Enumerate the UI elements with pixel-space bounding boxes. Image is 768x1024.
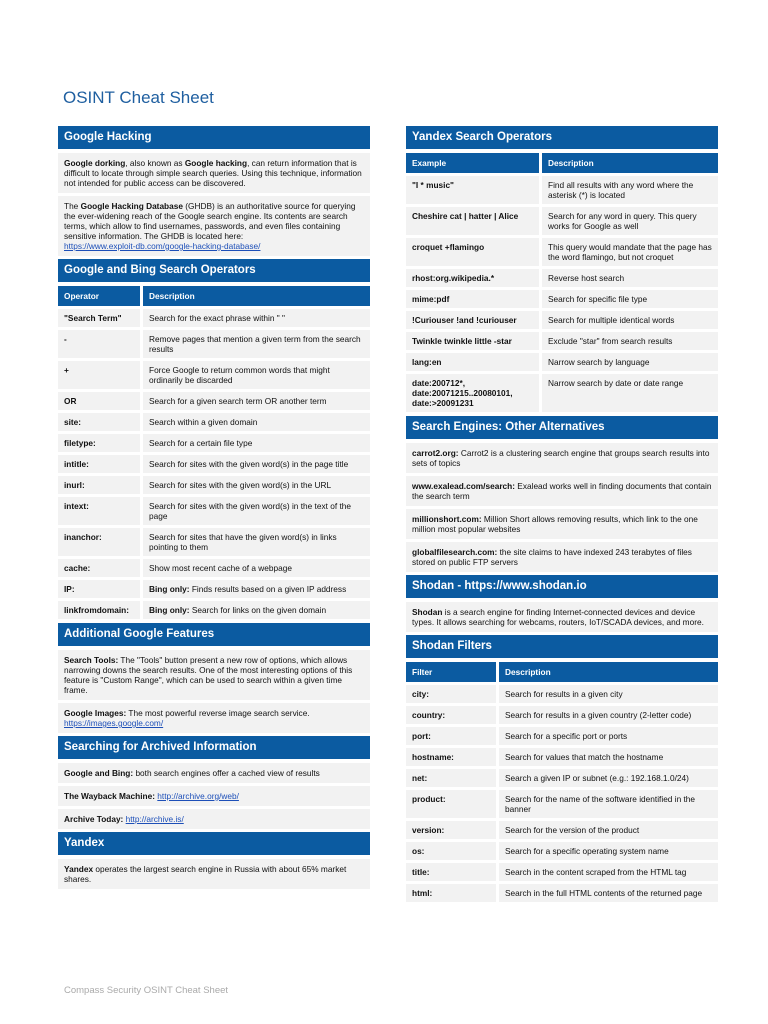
operator-cell: inanchor: (58, 528, 140, 556)
operator-row (58, 361, 370, 389)
operator-cell: city: (406, 685, 496, 703)
description-cell: Narrow search by language (539, 353, 718, 371)
operator-cell: title: (406, 863, 496, 881)
operator-cell: site: (58, 413, 140, 431)
archived-wayback-machine: The Wayback Machine: http://archive.org/web/ (58, 786, 370, 806)
shodan-description: Shodan is a search engine for finding Internet-connected devices and device types. It allows searching for webcams, routers, IoT/SCADA devices, and more. (406, 602, 718, 632)
alternative-item: carrot2.org: Carrot2 is a clustering search engine that groups search results into sets of topics (406, 443, 718, 473)
description-cell: Search for a given search term OR another term (140, 392, 370, 410)
operator-row (406, 176, 718, 204)
left-column (58, 126, 370, 892)
operator-cell: country: (406, 706, 496, 724)
operator-cell: lang:en (406, 353, 539, 371)
section-header-additional-features: Additional Google Features (58, 623, 370, 646)
shodan-filters-table (406, 659, 718, 905)
operator-row (406, 374, 718, 412)
alternative-item: globalfilesearch.com: the site claims to have indexed 243 terabytes of files stored on public FTP servers (406, 542, 718, 572)
operator-cell: product: (406, 790, 496, 818)
description-cell: Exclude "star" from search results (539, 332, 718, 350)
description-cell: Search for multiple identical words (539, 311, 718, 329)
column-header: Description (539, 153, 718, 173)
archived-google-bing: Google and Bing: both search engines offer a cached view of results (58, 763, 370, 783)
operator-row (406, 290, 718, 308)
operator-cell: filetype: (58, 434, 140, 452)
filter-row (406, 863, 718, 881)
operator-cell: rhost:org.wikipedia.* (406, 269, 539, 287)
google-images-description: Google Images: The most powerful reverse image search service. https://images.google.com/ (58, 703, 370, 733)
operator-cell: OR (58, 392, 140, 410)
filter-row (406, 821, 718, 839)
operator-row (58, 434, 370, 452)
description-cell: Search for results in a given country (2-letter code) (496, 706, 718, 724)
ghdb-description: The Google Hacking Database (GHDB) is an authoritative source for querying the ever-widening reach of the Google search engine. Its contents are search terms, which allow to find usernames, passwords, and even files containing sensitive information. The GHDB is located here: https://www.exploit-db.com/google-hacking-database/ (58, 196, 370, 256)
description-cell: Reverse host search (539, 269, 718, 287)
operator-row (406, 207, 718, 235)
operator-cell: - (58, 330, 140, 358)
section-header-alternatives: Search Engines: Other Alternatives (406, 416, 718, 439)
operator-cell: port: (406, 727, 496, 745)
filter-row (406, 727, 718, 745)
operator-cell: date:200712*, date:20071215..20080101, date:>20091231 (406, 374, 539, 412)
google-bing-operators-table (58, 283, 370, 622)
description-cell: Search for any word in query. This query works for Google as well (539, 207, 718, 235)
description-cell: Search in the full HTML contents of the returned page (496, 884, 718, 902)
operator-cell: IP: (58, 580, 140, 598)
description-cell: Search for a certain file type (140, 434, 370, 452)
description-cell: Search for a specific operating system name (496, 842, 718, 860)
operator-cell: intext: (58, 497, 140, 525)
operator-cell: mime:pdf (406, 290, 539, 308)
google-images-link[interactable]: https://images.google.com/ (64, 718, 164, 728)
section-header-google-hacking: Google Hacking (58, 126, 370, 149)
description-cell: Search a given IP or subnet (e.g.: 192.168.1.0/24) (496, 769, 718, 787)
description-cell: Bing only: Finds results based on a given IP address (140, 580, 370, 598)
operator-row (406, 238, 718, 266)
operator-cell: Cheshire cat | hatter | Alice (406, 207, 539, 235)
archived-archive-today: Archive Today: http://archive.is/ (58, 809, 370, 829)
archive-today-link[interactable]: http://archive.is/ (125, 814, 184, 824)
description-cell: Bing only: Search for links on the given domain (140, 601, 370, 619)
operator-cell: hostname: (406, 748, 496, 766)
section-header-shodan-filters: Shodan Filters (406, 635, 718, 658)
operator-row (406, 332, 718, 350)
filter-row (406, 748, 718, 766)
yandex-operators-table (406, 150, 718, 415)
column-header: Description (496, 662, 718, 682)
description-cell: Search for sites with the given word(s) in the text of the page (140, 497, 370, 525)
description-cell: Remove pages that mention a given term from the search results (140, 330, 370, 358)
operator-row (58, 455, 370, 473)
description-cell: This query would mandate that the page has the word flamingo, but not croquet (539, 238, 718, 266)
operator-row (58, 559, 370, 577)
section-header-yandex: Yandex (58, 832, 370, 855)
operator-cell: cache: (58, 559, 140, 577)
description-cell: Narrow search by date or date range (539, 374, 718, 412)
filter-row (406, 884, 718, 902)
operator-row (58, 528, 370, 556)
description-cell: Search for the version of the product (496, 821, 718, 839)
filter-row (406, 842, 718, 860)
operator-row (58, 497, 370, 525)
search-tools-description: Search Tools: The "Tools" button present a new row of options, which allows narrowing downs the search results. One of the most interesting options of this feature is "Custom Range", which can be used to search within a given time frame. (58, 650, 370, 700)
operator-cell: + (58, 361, 140, 389)
operator-cell: "Search Term" (58, 309, 140, 327)
operator-row (58, 580, 370, 598)
description-cell: Search for sites with the given word(s) in the URL (140, 476, 370, 494)
right-column (406, 126, 718, 906)
alternative-item: www.exalead.com/search: Exalead works well in finding documents that contain the search term (406, 476, 718, 506)
filter-row (406, 769, 718, 787)
operator-cell: !Curiouser !and !curiouser (406, 311, 539, 329)
operator-cell: "I * music" (406, 176, 539, 204)
operator-cell: os: (406, 842, 496, 860)
google-hacking-intro: Google dorking, also known as Google hacking, can return information that is difficult to locate through simple search queries. Using this technique, information not intended for public access can be discovered. (58, 153, 370, 193)
filter-row (406, 685, 718, 703)
description-cell: Search for a specific port or ports (496, 727, 718, 745)
operator-cell: net: (406, 769, 496, 787)
description-cell: Show most recent cache of a webpage (140, 559, 370, 577)
description-cell: Search for values that match the hostname (496, 748, 718, 766)
operator-row (58, 476, 370, 494)
column-header: Filter (406, 662, 496, 682)
operator-row (58, 330, 370, 358)
ghdb-link[interactable]: https://www.exploit-db.com/google-hacking-database/ (64, 241, 261, 251)
section-header-shodan: Shodan - https://www.shodan.io (406, 575, 718, 598)
operator-row (58, 392, 370, 410)
operator-row (406, 353, 718, 371)
yandex-description: Yandex operates the largest search engine in Russia with about 65% market shares. (58, 859, 370, 889)
description-cell: Search for sites that have the given word(s) in links pointing to them (140, 528, 370, 556)
operator-row (406, 269, 718, 287)
operator-cell: intitle: (58, 455, 140, 473)
operator-cell: croquet +flamingo (406, 238, 539, 266)
description-cell: Force Google to return common words that might ordinarily be discarded (140, 361, 370, 389)
operator-cell: inurl: (58, 476, 140, 494)
column-header: Example (406, 153, 539, 173)
operator-cell: linkfromdomain: (58, 601, 140, 619)
filter-row (406, 790, 718, 818)
description-cell: Search in the content scraped from the HTML tag (496, 863, 718, 881)
operator-cell: Twinkle twinkle little -star (406, 332, 539, 350)
alternative-item: millionshort.com: Million Short allows removing results, which link to the one million most popular websites (406, 509, 718, 539)
operator-row (406, 311, 718, 329)
operator-row (58, 601, 370, 619)
operator-row (58, 413, 370, 431)
filter-row (406, 706, 718, 724)
operator-cell: version: (406, 821, 496, 839)
section-header-google-bing-operators: Google and Bing Search Operators (58, 259, 370, 282)
description-cell: Search for results in a given city (496, 685, 718, 703)
operator-row (58, 309, 370, 327)
description-cell: Find all results with any word where the asterisk (*) is located (539, 176, 718, 204)
description-cell: Search for the name of the software identified in the banner (496, 790, 718, 818)
column-header: Description (140, 286, 370, 306)
description-cell: Search for specific file type (539, 290, 718, 308)
page-title: OSINT Cheat Sheet (63, 88, 214, 107)
description-cell: Search within a given domain (140, 413, 370, 431)
operator-cell: html: (406, 884, 496, 902)
column-header: Operator (58, 286, 140, 306)
section-header-archived: Searching for Archived Information (58, 736, 370, 759)
section-header-yandex-operators: Yandex Search Operators (406, 126, 718, 149)
wayback-link[interactable]: http://archive.org/web/ (157, 791, 239, 801)
alternatives-list (406, 443, 718, 572)
description-cell: Search for sites with the given word(s) in the page title (140, 455, 370, 473)
page-footer: Compass Security OSINT Cheat Sheet (64, 985, 229, 996)
description-cell: Search for the exact phrase within " " (140, 309, 370, 327)
